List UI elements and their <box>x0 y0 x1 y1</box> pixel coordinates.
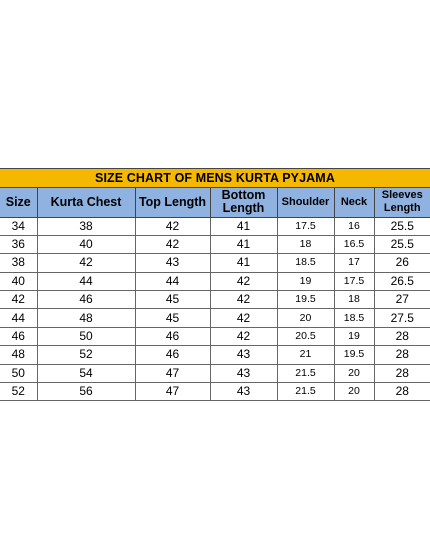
cell-size: 42 <box>0 291 37 309</box>
cell-kurta-chest: 44 <box>37 272 135 290</box>
table-body <box>0 217 430 401</box>
header-bottom-length: Bottom Length <box>210 188 277 217</box>
cell-size: 46 <box>0 327 37 345</box>
cell-top-length: 45 <box>135 309 210 327</box>
cell-top-length: 46 <box>135 327 210 345</box>
cell-neck: 17 <box>334 254 374 272</box>
cell-size: 40 <box>0 272 37 290</box>
cell-top-length: 45 <box>135 291 210 309</box>
cell-kurta-chest: 54 <box>37 364 135 382</box>
table-row <box>0 327 430 345</box>
cell-shoulder: 20 <box>277 309 334 327</box>
cell-kurta-chest: 40 <box>37 235 135 253</box>
cell-top-length: 44 <box>135 272 210 290</box>
cell-neck: 16.5 <box>334 235 374 253</box>
cell-bottom-length: 42 <box>210 272 277 290</box>
cell-kurta-chest: 56 <box>37 383 135 401</box>
table-row <box>0 364 430 382</box>
table-row <box>0 309 430 327</box>
cell-size: 48 <box>0 346 37 364</box>
header-sleeves-length: Sleeves Length <box>374 188 430 217</box>
chart-title: SIZE CHART OF MENS KURTA PYJAMA <box>0 168 430 188</box>
cell-neck: 17.5 <box>334 272 374 290</box>
cell-neck: 18 <box>334 291 374 309</box>
cell-sleeves-length: 28 <box>374 327 430 345</box>
header-kurta-chest: Kurta Chest <box>37 188 135 217</box>
header-top-length: Top Length <box>135 188 210 217</box>
cell-bottom-length: 43 <box>210 383 277 401</box>
cell-top-length: 42 <box>135 235 210 253</box>
cell-kurta-chest: 46 <box>37 291 135 309</box>
cell-top-length: 46 <box>135 346 210 364</box>
cell-bottom-length: 41 <box>210 254 277 272</box>
cell-bottom-length: 42 <box>210 309 277 327</box>
cell-bottom-length: 41 <box>210 217 277 235</box>
cell-size: 36 <box>0 235 37 253</box>
cell-sleeves-length: 28 <box>374 383 430 401</box>
table-row <box>0 217 430 235</box>
cell-shoulder: 19 <box>277 272 334 290</box>
size-table <box>0 188 430 401</box>
cell-top-length: 47 <box>135 383 210 401</box>
header-row <box>0 188 430 217</box>
cell-bottom-length: 42 <box>210 327 277 345</box>
cell-shoulder: 18.5 <box>277 254 334 272</box>
cell-kurta-chest: 50 <box>37 327 135 345</box>
cell-bottom-length: 43 <box>210 346 277 364</box>
cell-neck: 18.5 <box>334 309 374 327</box>
cell-sleeves-length: 27.5 <box>374 309 430 327</box>
table-row <box>0 272 430 290</box>
table-row <box>0 235 430 253</box>
header-size: Size <box>0 188 37 217</box>
cell-neck: 19 <box>334 327 374 345</box>
header-neck: Neck <box>334 188 374 217</box>
cell-neck: 16 <box>334 217 374 235</box>
cell-shoulder: 20.5 <box>277 327 334 345</box>
header-shoulder: Shoulder <box>277 188 334 217</box>
cell-neck: 20 <box>334 383 374 401</box>
cell-kurta-chest: 48 <box>37 309 135 327</box>
cell-sleeves-length: 27 <box>374 291 430 309</box>
cell-top-length: 42 <box>135 217 210 235</box>
cell-size: 38 <box>0 254 37 272</box>
table-row <box>0 383 430 401</box>
cell-top-length: 47 <box>135 364 210 382</box>
size-chart <box>0 168 430 401</box>
cell-kurta-chest: 38 <box>37 217 135 235</box>
cell-neck: 20 <box>334 364 374 382</box>
cell-sleeves-length: 26.5 <box>374 272 430 290</box>
cell-size: 34 <box>0 217 37 235</box>
cell-sleeves-length: 28 <box>374 364 430 382</box>
cell-bottom-length: 43 <box>210 364 277 382</box>
cell-shoulder: 21.5 <box>277 364 334 382</box>
cell-shoulder: 17.5 <box>277 217 334 235</box>
cell-shoulder: 21.5 <box>277 383 334 401</box>
cell-kurta-chest: 42 <box>37 254 135 272</box>
cell-size: 52 <box>0 383 37 401</box>
cell-neck: 19.5 <box>334 346 374 364</box>
table-row <box>0 291 430 309</box>
cell-shoulder: 21 <box>277 346 334 364</box>
cell-sleeves-length: 25.5 <box>374 235 430 253</box>
cell-bottom-length: 41 <box>210 235 277 253</box>
cell-kurta-chest: 52 <box>37 346 135 364</box>
cell-top-length: 43 <box>135 254 210 272</box>
cell-bottom-length: 42 <box>210 291 277 309</box>
cell-size: 50 <box>0 364 37 382</box>
table-row <box>0 254 430 272</box>
cell-sleeves-length: 25.5 <box>374 217 430 235</box>
cell-shoulder: 19.5 <box>277 291 334 309</box>
cell-shoulder: 18 <box>277 235 334 253</box>
cell-sleeves-length: 28 <box>374 346 430 364</box>
cell-size: 44 <box>0 309 37 327</box>
table-row <box>0 346 430 364</box>
cell-sleeves-length: 26 <box>374 254 430 272</box>
